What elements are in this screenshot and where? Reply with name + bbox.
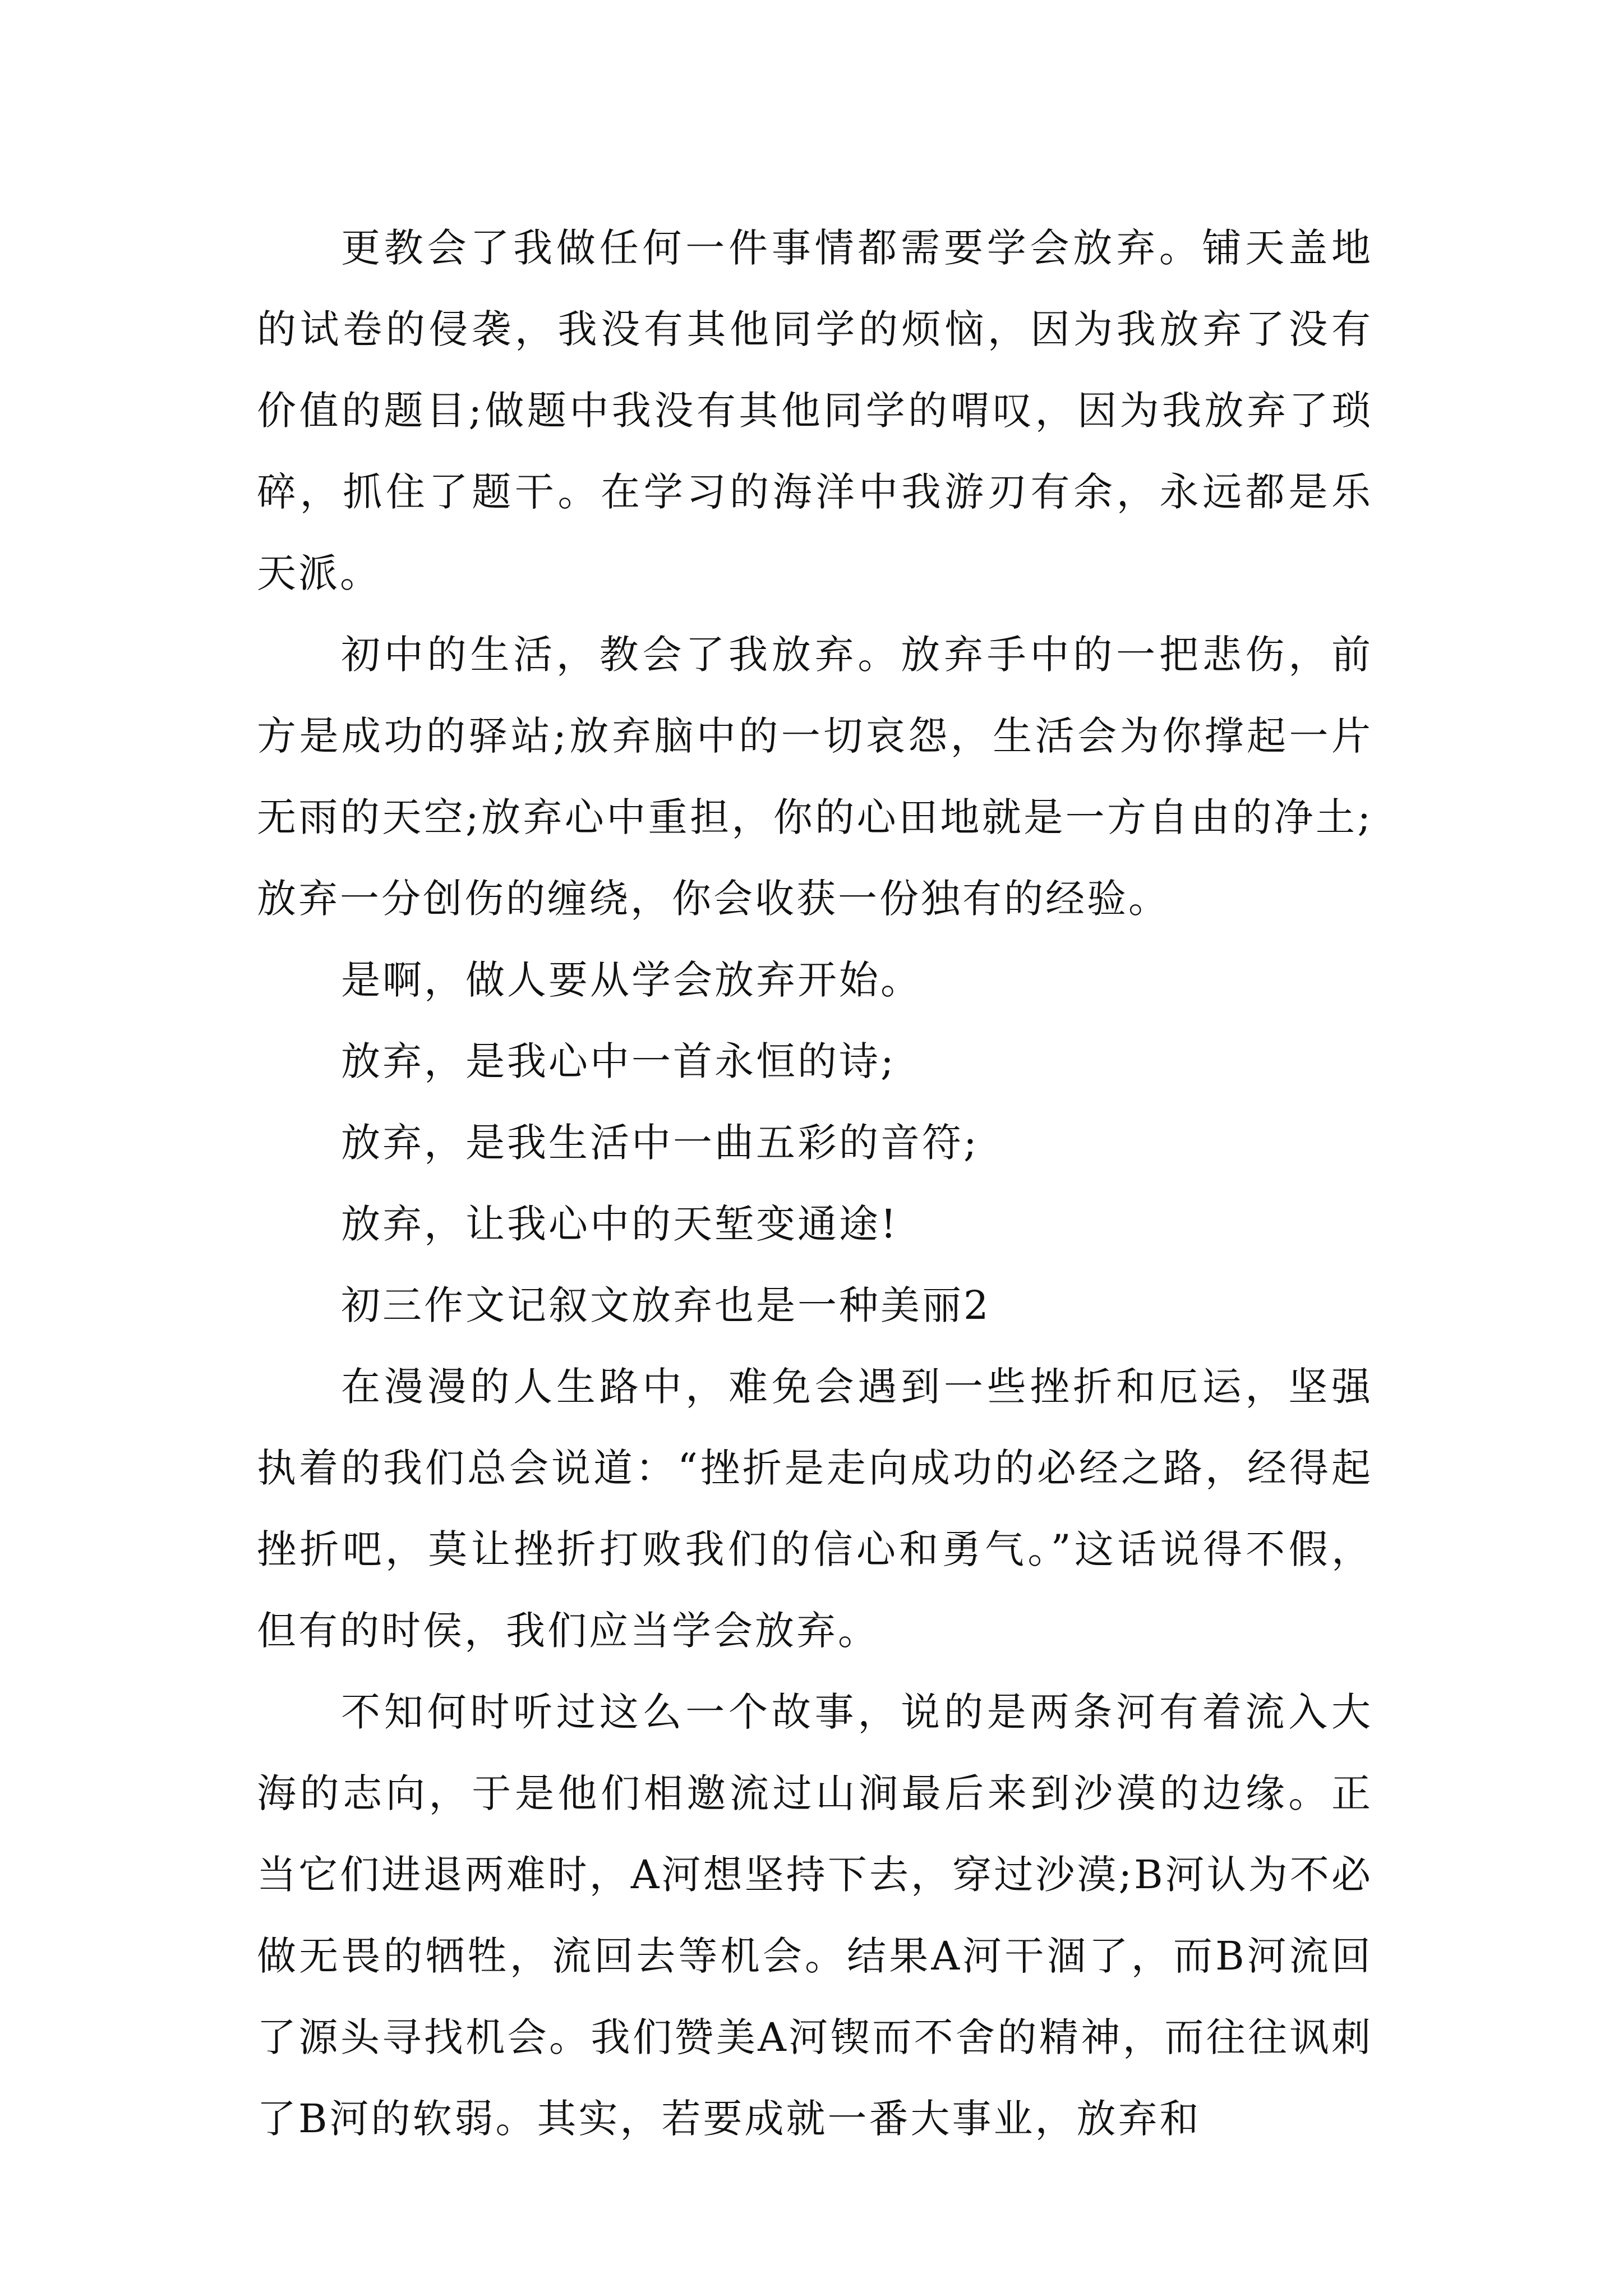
document-body — [257, 208, 1373, 2160]
paragraph-2: 初中的生活，教会了我放弃。放弃手中的一把悲伤，前方是成功的驿站;放弃脑中的一切哀怨，生活会为你撑起一片无雨的天空;放弃心中重担，你的心田地就是一方自由的净土;放弃一分创伤的缠绕，你会收获一份独有的经验。 — [257, 632, 1373, 922]
paragraph-3: 是啊，做人要从学会放弃开始。 — [341, 957, 922, 1003]
paragraph-4: 在漫漫的人生路中，难免会遇到一些挫折和厄运，坚强执着的我们总会说道：“挫折是走向成功的必经之路，经得起挫折吧，莫让挫折打败我们的信心和勇气。”这话说得不假，但有的时侯，我们应当学会放弃。 — [257, 1364, 1373, 1654]
section-heading: 初三作文记叙文放弃也是一种美丽2 — [341, 1282, 991, 1328]
poem-line-2: 放弃，是我生活中一曲五彩的音符; — [341, 1120, 979, 1166]
paragraph-5: 不知何时听过这么一个故事，说的是两条河有着流入大海的志向，于是他们相邀流过山涧最后来到沙漠的边缘。正当它们进退两难时，A河想坚持下去，穿过沙漠;B河认为不必做无畏的牺牲，流回去等机会。结果A河干涸了，而B河流回了源头寻找机会。我们赞美A河锲而不舍的精神，而往往讽刺了B河的软弱。其实，若要成就一番大事业，放弃和 — [257, 1689, 1373, 2142]
poem-line-1: 放弃，是我心中一首永恒的诗; — [341, 1038, 896, 1084]
poem-line-3: 放弃，让我心中的天堑变通途! — [341, 1201, 899, 1247]
paragraph-1: 更教会了我做任何一件事情都需要学会放弃。铺天盖地的试卷的侵袭，我没有其他同学的烦恼，因为我放弃了没有价值的题目;做题中我没有其他同学的喟叹，因为我放弃了琐碎，抓住了题干。在学习的海洋中我游刃有余，永远都是乐天派。 — [257, 225, 1373, 596]
